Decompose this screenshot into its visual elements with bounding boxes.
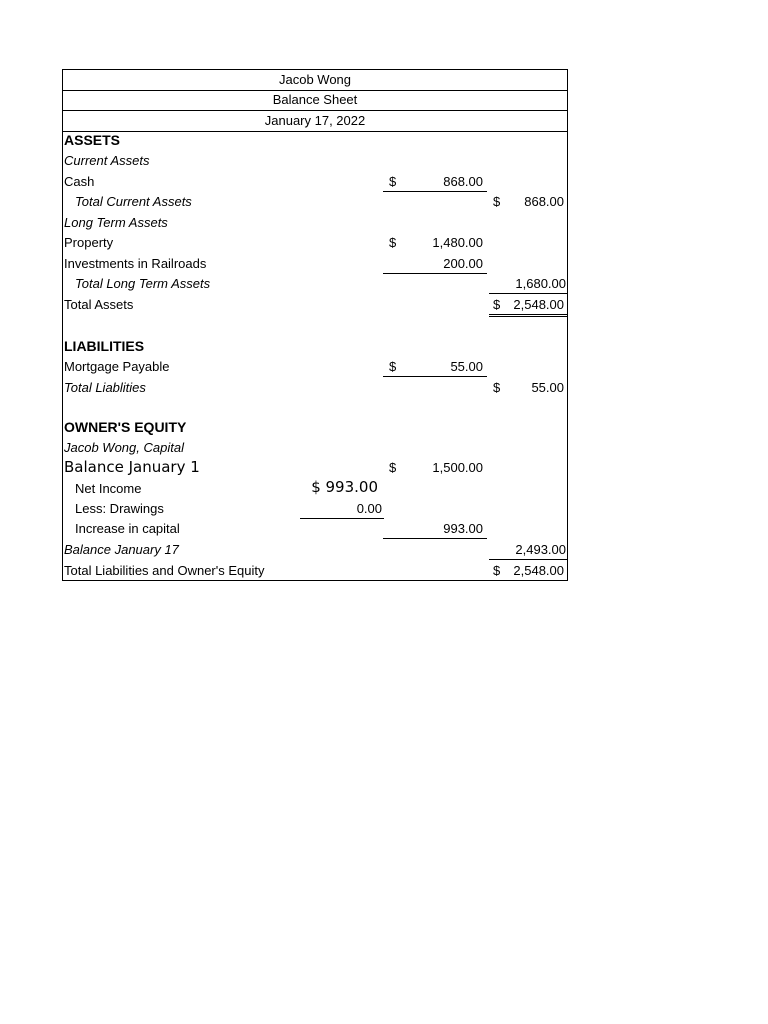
total-assets-value: 2,548.00 (513, 297, 564, 312)
cash-underline (383, 191, 487, 192)
total-liabilities-currency: $ (493, 380, 501, 395)
balance-end-underline (489, 559, 567, 560)
net-income-value: $ 993.00 (311, 478, 378, 496)
investments-label: Investments in Railroads (64, 256, 207, 271)
long-term-underline (489, 293, 567, 294)
total-assets-label: Total Assets (64, 297, 134, 312)
cash-currency: $ (389, 174, 397, 189)
header-name: Jacob Wong (63, 70, 567, 91)
total-assets-double-underline-1 (489, 314, 567, 315)
long-term-assets-label: Long Term Assets (64, 215, 168, 230)
total-liabilities-label: Total Liablities (64, 380, 146, 395)
balance-start-currency: $ (389, 460, 397, 475)
property-label: Property (64, 235, 114, 250)
balance-sheet (62, 69, 568, 581)
mortgage-underline (383, 376, 487, 377)
total-liabilities-equity-label: Total Liabilities and Owner's Equity (64, 563, 265, 578)
mortgage-currency: $ (389, 359, 397, 374)
net-income-label: Net Income (75, 481, 142, 496)
total-assets-currency: $ (493, 297, 501, 312)
current-assets-label: Current Assets (64, 153, 150, 168)
total-current-assets-currency: $ (493, 194, 501, 209)
drawings-label: Less: Drawings (75, 501, 164, 516)
property-currency: $ (389, 235, 397, 250)
mortgage-label: Mortgage Payable (64, 359, 170, 374)
balance-end-label: Balance January 17 (64, 542, 179, 557)
total-liabilities-equity-currency: $ (493, 563, 501, 578)
total-long-term-assets-label: Total Long Term Assets (75, 276, 211, 291)
increase-label: Increase in capital (75, 521, 180, 536)
total-liabilities-value: 55.00 (531, 380, 564, 395)
mortgage-value: 55.00 (450, 359, 483, 374)
drawings-underline (300, 518, 384, 519)
cash-value: 868.00 (443, 174, 483, 189)
investments-underline (383, 273, 487, 274)
balance-start-label: Balance January 1 (64, 458, 200, 476)
cash-label: Cash (64, 174, 95, 189)
property-value: 1,480.00 (432, 235, 483, 250)
total-current-assets-label: Total Current Assets (75, 194, 192, 209)
drawings-value: 0.00 (356, 501, 382, 516)
equity-heading: OWNER'S EQUITY (64, 419, 187, 435)
total-long-term-assets-value: 1,680.00 (515, 276, 566, 291)
capital-label: Jacob Wong, Capital (64, 440, 184, 455)
increase-underline (383, 538, 487, 539)
header-date: January 17, 2022 (63, 111, 567, 132)
balance-end-value: 2,493.00 (515, 542, 566, 557)
balance-start-value: 1,500.00 (432, 460, 483, 475)
total-assets-double-underline-2 (489, 316, 567, 317)
investments-value: 200.00 (443, 256, 483, 271)
total-current-assets-value: 868.00 (524, 194, 564, 209)
total-liabilities-equity-value: 2,548.00 (513, 563, 564, 578)
liabilities-heading: LIABILITIES (64, 338, 145, 354)
increase-value: 993.00 (443, 521, 483, 536)
header-title: Balance Sheet (63, 90, 567, 111)
assets-heading: ASSETS (64, 132, 121, 148)
